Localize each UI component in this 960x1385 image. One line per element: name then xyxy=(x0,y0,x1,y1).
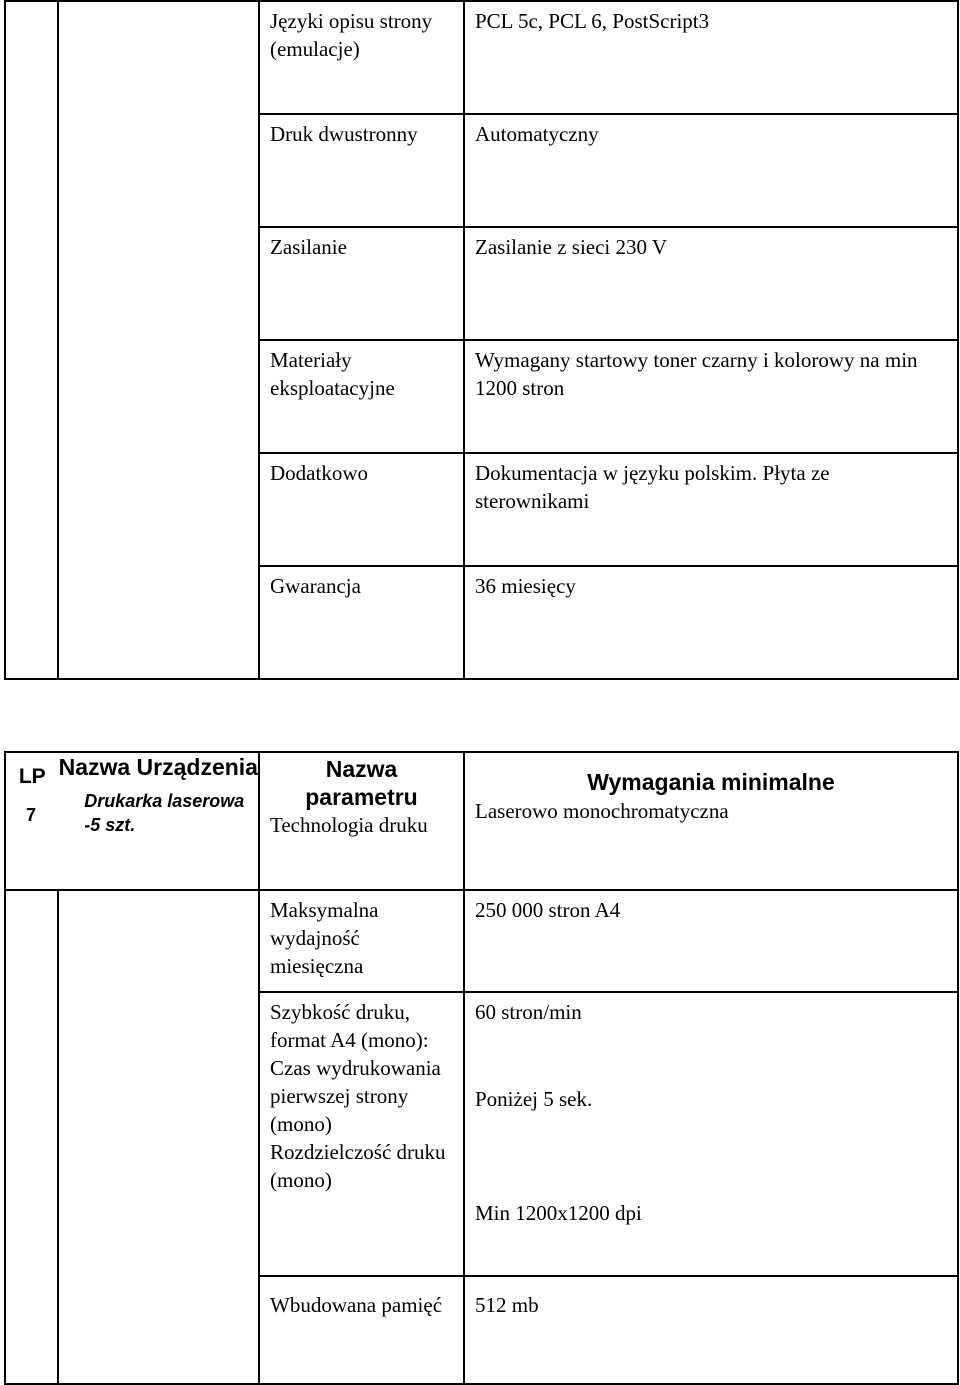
param-value: 250 000 stron A4 xyxy=(464,890,958,992)
lp-cell xyxy=(5,453,58,566)
param-value: Automatyczny xyxy=(464,114,958,227)
lp-cell xyxy=(5,566,58,679)
param-value: 512 mb xyxy=(464,1276,958,1384)
param-name: Dodatkowo xyxy=(259,453,464,566)
table-row xyxy=(5,340,958,453)
device-name: Drukarka laserowa -5 szt. xyxy=(84,791,245,835)
lp-cell xyxy=(5,114,58,227)
param-value: PCL 5c, PCL 6, PostScript3 xyxy=(464,1,958,114)
param-value: 36 miesięcy xyxy=(464,566,958,679)
lp-cell xyxy=(5,227,58,340)
device-cell xyxy=(58,566,259,679)
table-row xyxy=(5,1,958,114)
param-name: Rozdzielczość druku (mono) xyxy=(270,1140,446,1192)
device-cell xyxy=(58,890,259,1384)
param-value: Min 1200x1200 dpi xyxy=(475,1201,642,1225)
param-name: Języki opisu strony (emulacje) xyxy=(259,1,464,114)
param-value: Wymagany startowy toner czarny i kolorowy na min 1200 stron xyxy=(464,340,958,453)
device-cell xyxy=(58,227,259,340)
device-header: Nazwa Urządzenia xyxy=(58,754,258,780)
table-row xyxy=(5,453,958,566)
param-name: Druk dwustronny xyxy=(259,114,464,227)
table-row xyxy=(5,114,958,227)
lp-cell xyxy=(5,340,58,453)
value-multi-cell xyxy=(464,992,958,1276)
table-row xyxy=(5,227,958,340)
param-cell xyxy=(259,752,464,890)
req-cell xyxy=(464,752,958,890)
param-value: Zasilanie z sieci 230 V xyxy=(464,227,958,340)
device-cell xyxy=(58,114,259,227)
device-cell xyxy=(58,453,259,566)
lp-cell xyxy=(5,1,58,114)
param-name: Materiały eksploatacyjne xyxy=(259,340,464,453)
lp-cell xyxy=(5,890,58,1384)
param-name: Technologia druku xyxy=(270,813,428,837)
table-row xyxy=(5,890,958,992)
param-multi-cell xyxy=(259,992,464,1276)
device-cell xyxy=(58,340,259,453)
spec-table-continued xyxy=(4,0,959,680)
param-name: Zasilanie xyxy=(259,227,464,340)
param-name: Czas wydrukowania pierwszej strony (mono) xyxy=(270,1056,441,1136)
req-header: Wymagania minimalne xyxy=(587,769,835,795)
table-row xyxy=(5,752,958,890)
param-value: Dokumentacja w języku polskim. Płyta ze sterownikami xyxy=(464,453,958,566)
param-value: Laserowo monochromatyczna xyxy=(475,799,729,823)
param-name: Gwarancja xyxy=(259,566,464,679)
lp-header: LP xyxy=(18,765,46,788)
device-cell xyxy=(58,1,259,114)
param-value: 60 stron/min xyxy=(475,1000,582,1024)
param-name: Maksymalna wydajność miesięczna xyxy=(259,890,464,992)
header-lp-device-cell xyxy=(5,752,259,890)
param-name: Wbudowana pamięć xyxy=(259,1276,464,1384)
param-name: Szybkość druku, format A4 (mono): xyxy=(270,1000,429,1052)
spec-table-printer xyxy=(4,751,959,1385)
lp-number: 7 xyxy=(26,805,37,825)
param-header: Nazwa parametru xyxy=(305,756,418,810)
table-row xyxy=(5,566,958,679)
param-value: Poniżej 5 sek. xyxy=(475,1087,593,1111)
